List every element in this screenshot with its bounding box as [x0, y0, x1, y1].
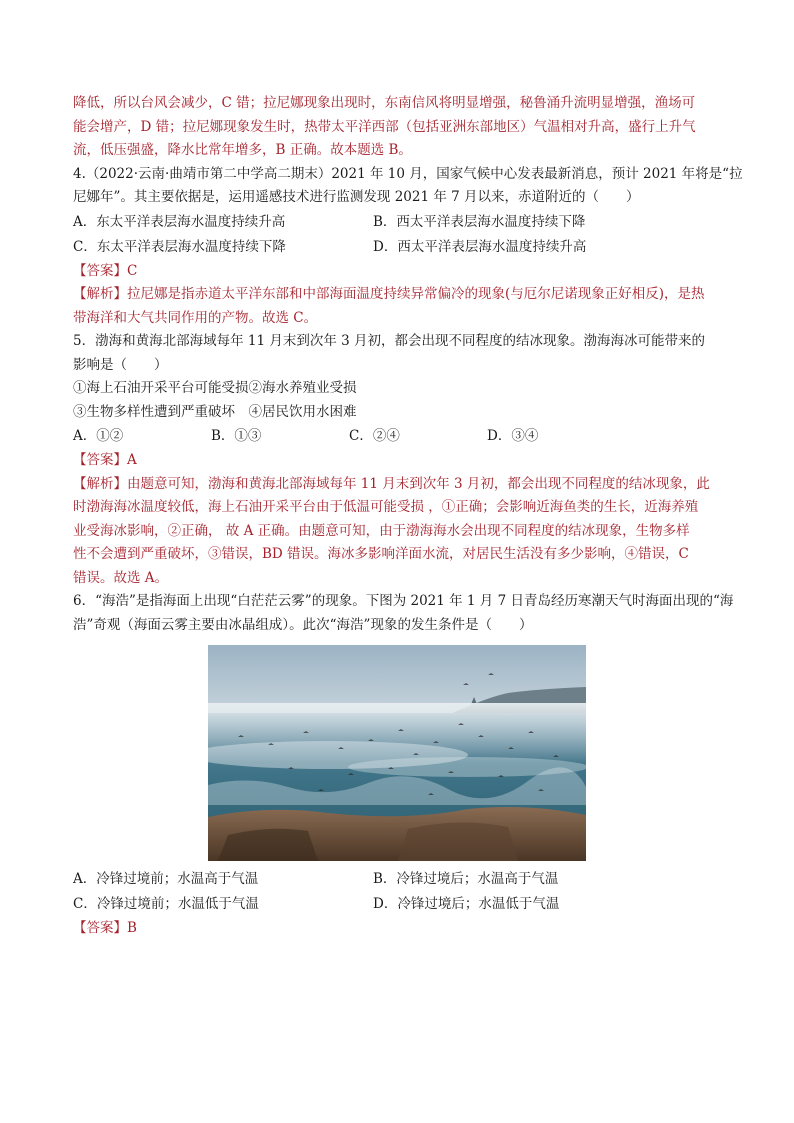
q6-answer-label: 【答案】: [73, 920, 127, 936]
q4-answer: [73, 260, 723, 284]
sea-smoke-image: [208, 645, 586, 861]
q5-option-a: A．①②: [73, 428, 124, 444]
prev-analysis-line-1: 降低，所以台风会减少，C 错；拉尼娜现象出现时，东南信风将明显增强，秘鲁涌升流明显增强，渔场可: [73, 95, 696, 111]
q4-analysis-line-1: [73, 283, 723, 307]
q6-answer: [73, 917, 723, 941]
q5-analysis-line-4: 性不会遭到严重破坏，③错误，BD 错误。海冰多影响洋面水流，对居民生活没有多少影响，④错误，C: [73, 546, 689, 562]
q4-answer-value: C: [127, 262, 138, 279]
q5-analysis-text-1: 由题意可知，渤海和黄海北部海域每年 11 月末到次年 3 月初，都会出现不同程度的结冰现象，此: [127, 475, 710, 492]
q4-analysis-line-2: 带海洋和大气共同作用的产物。故选 C。: [73, 309, 318, 326]
q4-option-d: D．西太平洋表层海水温度持续升高: [373, 238, 587, 255]
q4-option-b: B．西太平洋表层海水温度持续下降: [373, 213, 586, 230]
q5-items-line-1: ①海上石油开采平台可能受损②海水养殖业受损: [73, 380, 357, 396]
q4-stem-line-2: 尼娜年”。其主要依据是，运用遥感技术进行监测发现 2021 年 7 月以来，赤道附近的（ ）: [73, 189, 640, 205]
q6-stem-line-1: 6．“海浩”是指海面上出现“白茫茫云雾”的现象。下图为 2021 年 1 月 7 日青岛经历寒潮天气时海面出现的“海: [73, 593, 734, 609]
q5-analysis-line-3: 业受海冰影响，②正确， 故 A 正确。由题意可知，由于渤海海水会出现不同程度的结冰现象，生物多样: [73, 522, 690, 539]
q6-stem-line-2: 浩”奇观（海面云雾主要由冰晶组成）。此次“海浩”现象的发生条件是（ ）: [73, 616, 533, 633]
q5-answer: [73, 449, 723, 473]
q5-stem-line-1: 5．渤海和黄海北部海域每年 11 月末到次年 3 月初，都会出现不同程度的结冰现象。渤海海冰可能带来的: [73, 333, 706, 349]
q5-option-d: D．③④: [487, 428, 539, 444]
q5-analysis-line-1: [73, 473, 723, 497]
q5-stem-line-2: 影响是（ ）: [73, 356, 168, 373]
q5-option-c: C．②④: [349, 428, 400, 444]
q6-options-row-2: [73, 892, 723, 917]
q6-option-a: A．冷锋过境前；水温高于气温: [73, 871, 259, 887]
q5-analysis-line-2: 时渤海海冰温度较低，海上石油开采平台由于低温可能受损 ，①正确；会影响近海鱼类的生长，近海养殖: [73, 499, 699, 515]
q5-analysis-line-5: 错误。故选 A。: [73, 569, 169, 586]
q5-options-row: [73, 424, 723, 449]
q5-analysis-label: 【解析】: [73, 475, 127, 492]
q4-answer-label: 【答案】: [73, 262, 127, 279]
q6-answer-value: B: [127, 920, 137, 936]
q4-option-c: C．东太平洋表层海水温度持续下降: [73, 238, 286, 255]
q4-stem-line-1: 4.（2022·云南·曲靖市第二中学高二期末）2021 年 10 月，国家气候中心发表最新消息，预计 2021 年将是“拉: [73, 165, 743, 182]
q6-option-b: B．冷锋过境后；水温高于气温: [373, 871, 559, 887]
q6-options-row-1: [73, 867, 723, 892]
prev-analysis-line-2: 能会增产，D 错；拉尼娜现象发生时，热带太平洋西部（包括亚洲东部地区）气温相对升高，盛行上升气: [73, 118, 696, 135]
q4-analysis-label: 【解析】: [73, 286, 127, 302]
page-content: [73, 92, 743, 941]
q5-option-b: B．①③: [211, 428, 262, 444]
q4-analysis-text-1: 拉尼娜是指赤道太平洋东部和中部海面温度持续异常偏冷的现象(与厄尔尼诺现象正好相反)，是热: [127, 286, 705, 302]
prev-analysis-line-3: 流，低压强盛，降水比常年增多，B 正确。故本题选 B。: [73, 142, 412, 158]
sea-smoke-photo: [208, 645, 586, 861]
q6-option-d: D．冷锋过境后；水温低于气温: [373, 896, 560, 912]
q5-items-line-2: ③生物多样性遭到严重破坏 ④居民饮用水困难: [73, 403, 357, 420]
q4-option-a: A．东太平洋表层海水温度持续升高: [73, 213, 286, 230]
q4-options-row-1: [73, 210, 723, 235]
q4-options-row-2: [73, 235, 723, 260]
q5-answer-label: 【答案】: [73, 452, 127, 468]
q5-answer-value: A: [127, 452, 137, 468]
q6-option-c: C．冷锋过境前；水温低于气温: [73, 896, 259, 912]
